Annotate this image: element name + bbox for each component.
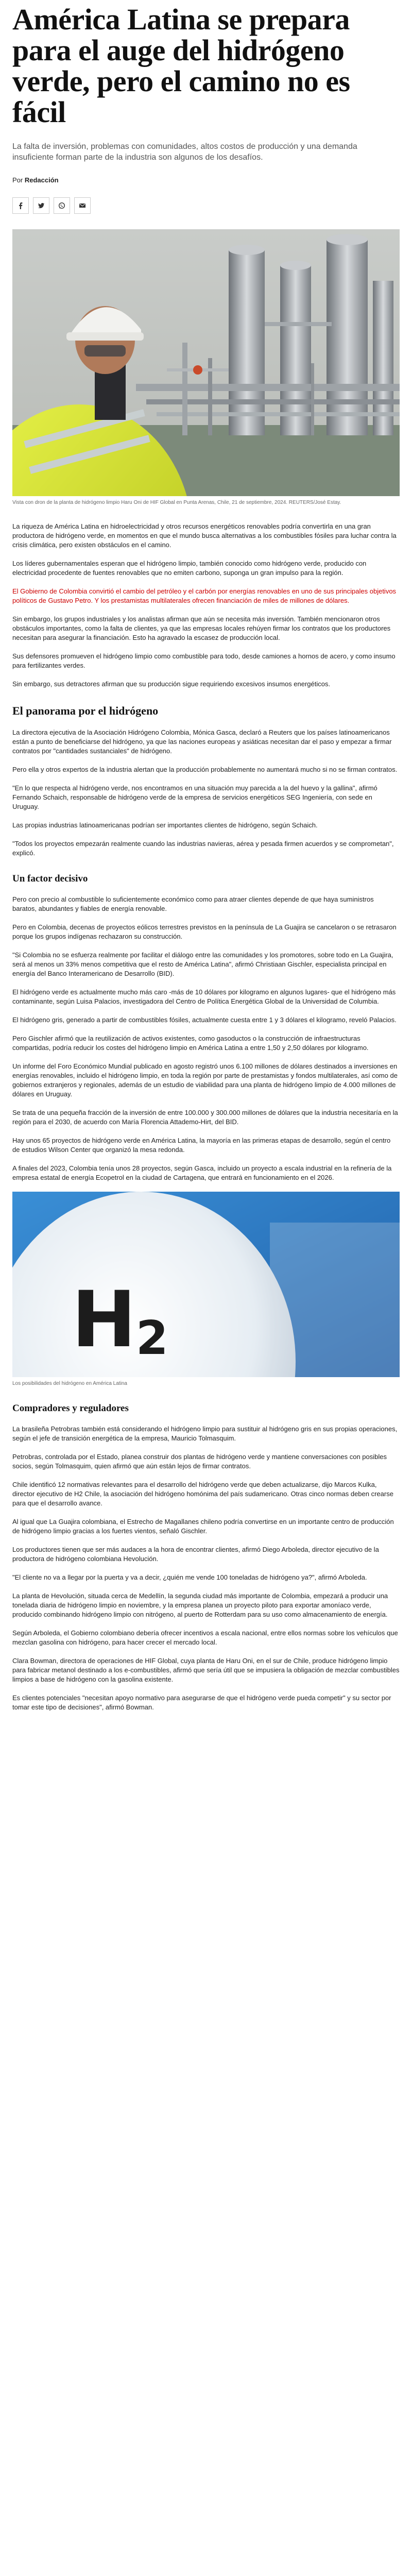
image2-caption: Los posibilidades del hidrógeno en América Latina [12, 1381, 127, 1386]
paragraph-21: A finales del 2023, Colombia tenía unos 28 proyectos, según Gasca, incluido un proyecto a escala industrial en la refinería de la empresa estatal de energía Ecopetrol en la ciudad de Cartagena, que entrará en funcionamiento en el 2026. [12, 1164, 392, 1181]
section-heading-panorama: El panorama por el hidrógeno [12, 704, 159, 717]
h2-photo [12, 1192, 400, 1377]
article-title: América Latina se prepara para el auge del hidrógeno verde, pero el camino no es fácil [12, 3, 350, 129]
email-icon [79, 202, 86, 209]
paragraph-1: La riqueza de América Latina en hidroelectricidad y otros recursos energéticos renovables podría convertirla en una gran productora de hidrógeno verde, en momentos en que el mundo busca alternativas a los combustibles fósiles para luchar contra la crisis climática, pero existen obstáculos en el camino. [12, 522, 397, 549]
paragraph-19: Se trata de una pequeña fracción de la inversión de entre 100.000 y 300.000 millones de dólares que la industria necesitaría en la región para el 2030, de acuerdo con María Florencia Attademo-Hirt, del BID. [12, 1109, 398, 1126]
paragraph-5: Sus defensores promueven el hidrógeno limpio como combustible para todo, desde camiones a hornos de acero, y como insumo para fertilizantes verdes. [12, 652, 396, 669]
facebook-share-button[interactable] [12, 197, 29, 214]
section-heading-factor: Un factor decisivo [12, 873, 88, 884]
whatsapp-share-button[interactable] [54, 197, 70, 214]
byline-prefix: Por [12, 176, 23, 184]
paragraph-29: Según Arboleda, el Gobierno colombiano debería ofrecer incentivos a escala nacional, entre ellos normas sobre los vehículos que mezclan gasolina con hidrógeno, para hacer crecer el mercado local. [12, 1629, 398, 1646]
article [0, 4, 412, 1712]
twitter-share-button[interactable] [33, 197, 49, 214]
paragraph-14: "Si Colombia no se esfuerza realmente por facilitar el diálogo entre las comunidades y los promotores, sobre todo en La Guajira, será al menos un 33% menos competitiva que el resto de América Latina", afirmó Christiaan Gischler, especialista principal en energía del Banco Interamericano de Desarrollo (BID). [12, 951, 393, 977]
facebook-icon [17, 202, 24, 209]
paragraph-16: El hidrógeno gris, generado a partir de combustibles fósiles, actualmente cuesta entre 1 y 3 dólares el kilogramo, reveló Palacios. [12, 1016, 397, 1024]
paragraph-26: Los productores tienen que ser más audaces a la hora de encontrar clientes, afirmó Diego Arboleda, director ejecutivo de la productora de hidrógeno colombiana Hevolución. [12, 1546, 379, 1563]
paragraph-22: La brasileña Petrobras también está considerando el hidrógeno limpio para sustituir al hidrógeno gris en sus propias operaciones, según el jefe de transición energética de la empresa, Mauricio Tolmasquim. [12, 1425, 398, 1442]
paragraph-31: Es clientes potenciales "necesitan apoyo normativo para asegurarse de que el hidrógeno verde pueda competir" y su sector por tomar este tipo de decisiones", afirmó Bowman. [12, 1694, 391, 1711]
paragraph-18: Un informe del Foro Económico Mundial publicado en agosto registró unos 6.100 millones de dólares destinados a inversiones en energías renovables, incluido el hidrógeno limpio, en toda la región por parte de prestamistas y fondos multilaterales, así como de gobiernos extranjeros y regionales, además de un estudio de viabilidad para una planta de hidrógeno limpio de 4.000 millones de dólares en Uruguay. [12, 1062, 398, 1098]
article-lede: La falta de inversión, problemas con comunidades, altos costos de producción y una demanda insuficiente forman parte de la industria son algunos de los desafíos. [12, 142, 357, 162]
paragraph-12: Pero con precio al combustible lo suficientemente económico como para atraer clientes depende de que haya suministros baratos, abundantes y fiables de energía renovable. [12, 895, 374, 912]
hydrogen-symbol-photo [12, 1192, 400, 1377]
paragraph-28: La planta de Hevolución, situada cerca de Medellín, la segunda ciudad más importante de Colombia, empezará a producir una tonelada diaria de hidrógeno limpio en noviembre, y la empresa planea un proyecto piloto para exportar amoníaco verde, producido combinando hidrógeno limpio con nitrógeno, al puerto de Rotterdam para su uso como almacenamiento de energía. [12, 1592, 388, 1618]
paragraph-17: Pero Gischler afirmó que la reutilización de activos existentes, como gasoductos o la construcción de infraestructuras compartidas, podría reducir los costes del hidrógeno limpio en América Latina a entre 1,50 y 2,50 dólares por kilogramo. [12, 1035, 369, 1052]
paragraph-11: "Todos los proyectos empezarán realmente cuando las industrias navieras, aérea y pesada firmen acuerdos y se comprometan", explicó. [12, 840, 394, 857]
byline [12, 176, 400, 184]
paragraph-15: El hidrógeno verde es actualmente mucho más caro -más de 10 dólares por kilogramo en algunos lugares- que el hidrógeno más contaminante, según Luisa Palacios, investigadora del Centro de Política Energética Global de la Universidad de Columbia. [12, 988, 396, 1005]
twitter-icon [38, 202, 45, 209]
paragraph-20: Hay unos 65 proyectos de hidrógeno verde en América Latina, la mayoría en las primeras etapas de desarrollo, según el centro de estudios Wilson Center que organizó la mesa redonda. [12, 1137, 391, 1154]
paragraph-13: Pero en Colombia, decenas de proyectos eólicos terrestres previstos en la península de La Guajira se cancelaron o se retrasaron porque los grupos indígenas rechazaron su construcción. [12, 923, 397, 940]
paragraph-9: "En lo que respecta al hidrógeno verde, nos encontramos en una situación muy parecida a la del huevo y la gallina", afirmó Fernando Schaich, responsable de hidrógeno verde de la empresa de servicios energéticos SEG Ingeniería, con sede en Uruguay. [12, 784, 377, 810]
paragraph-2: Los líderes gubernamentales esperan que el hidrógeno limpio, también conocido como hidrógeno verde, producido con electricidad procedente de fuentes renovables que no emiten carbono, suponga un gran impulso para la región. [12, 560, 367, 577]
whatsapp-icon [58, 202, 65, 209]
paragraph-3: El Gobierno de Colombia convirtió el cambio del petróleo y el carbón por energías renovables en uno de sus principales objetivos políticos de Gustavo Petro. Y los prestamistas multilaterales ofrecen financiación de miles de millones de dólares. [12, 587, 397, 604]
paragraph-4: Sin embargo, los grupos industriales y los analistas afirman que aún se necesita más inversión. También mencionaron otros obstáculos importantes, como la falta de clientes, ya que las empresas locales rehúyen firmar los contratos que los productores necesitan para asegurar la financiación. Esto ha agravado la escasez de producción local. [12, 615, 391, 641]
paragraph-23: Petrobras, controlada por el Estado, planea construir dos plantas de hidrógeno verde y mantiene conversaciones con posibles socios, según Tolmasquim, quien afirmó que aún están lejos de firmar contratos. [12, 1453, 387, 1470]
hero-photo [12, 229, 400, 496]
hero-caption: Vista con dron de la planta de hidrógeno limpio Haru Oni de HIF Global en Punta Arenas, Chile, 21 de septiembre, 2024. REUTERS/José Estay. [12, 500, 341, 505]
paragraph-10: Las propias industrias latinoamericanas podrían ser importantes clientes de hidrógeno, según Schaich. [12, 821, 318, 829]
share-bar [12, 197, 400, 214]
email-share-button[interactable] [74, 197, 91, 214]
byline-author[interactable]: Redacción [24, 176, 59, 184]
h2-symbol: H [72, 1275, 136, 1365]
paragraph-6: Sin embargo, sus detractores afirman que su producción sigue requiriendo excesivos insumos energéticos. [12, 680, 331, 688]
paragraph-8: Pero ella y otros expertos de la industria alertan que la producción probablemente no aumentará mucho si no se firman contratos. [12, 766, 398, 773]
paragraph-30: Clara Bowman, directora de operaciones de HIF Global, cuya planta de Haru Oni, en el sur de Chile, produce hidrógeno limpio para fabricar metanol destinado a los e-combustibles, afirmó que sería útil que se impusiera la obligación de mezclar combustibles limpios a base de hidrógeno con la gasolina existente. [12, 1657, 400, 1683]
h2-subscript: 2 [136, 1311, 168, 1365]
paragraph-25: Al igual que La Guajira colombiana, el Estrecho de Magallanes chileno podría convertirse en un importante centro de producción de hidrógeno limpio gracias a los fuertes vientos, señaló Gischler. [12, 1518, 394, 1535]
section-heading-compradores: Compradores y reguladores [12, 1403, 129, 1414]
paragraph-7: La directora ejecutiva de la Asociación Hidrógeno Colombia, Mónica Gasca, declaró a Reuters que los países latinoamericanos están a punto de beneficiarse del hidrógeno, ya que las naciones europeas y asiáticas necesitan dar el paso y empezar a firmar contratos por "cantidades sustanciales" de hidrógeno. [12, 728, 392, 755]
paragraph-27: "El cliente no va a llegar por la puerta y va a decir, ¿quién me vende 100 toneladas de hidrógeno ya?", afirmó Arboleda. [12, 1573, 367, 1581]
paragraph-24: Chile identificó 12 normativas relevantes para el desarrollo del hidrógeno verde que deben actualizarse, dijo Marcos Kulka, director ejecutivo de H2 Chile, la asociación del hidrógeno homónima del país sudamericano. Otras cinco normas deben crearse para que el desarrollo avance. [12, 1481, 393, 1507]
hydrogen-plant-photo [12, 229, 400, 496]
